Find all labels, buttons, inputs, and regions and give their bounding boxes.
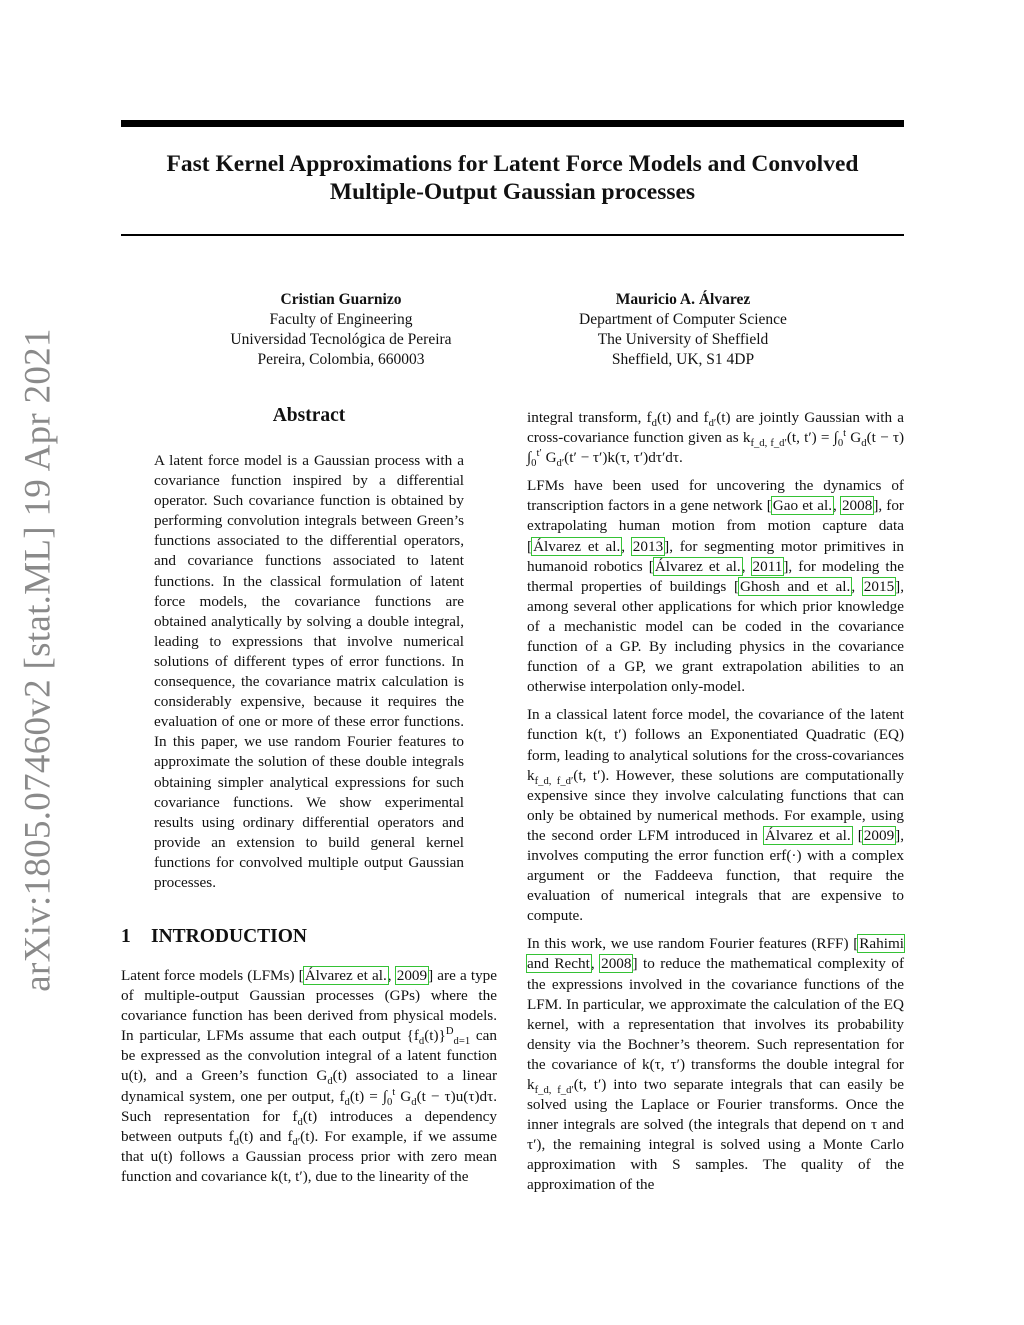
author-institution: Universidad Tecnológica de Pereira [230, 331, 452, 348]
author-name: Cristian Guarnizo [280, 291, 402, 308]
right-column-body [527, 408, 904, 1204]
title-top-rule [121, 120, 904, 127]
citation-year-link[interactable]: 2015 [863, 577, 895, 595]
intro-paragraph-1: Latent force models (LFMs) [Álvarez et al., 2009] are a type of multiple-output Gaussian processes (GPs) where the covariance function has been derived from physical models. In particular, LFMs assume that each output $\{f_d(t)\}^D_{d=1}$ can be expressed as the convolution integral of a latent function u(t), and a Green’s function $G_d(t)$ associated to a linear dynamical system, one per output, $f_d(t) = \int_0^t$ $G_d(t - \tau)u(\tau)d\tau$. Such representation for $f_d(t)$ introduces a dependency between outputs $f_d(t)$ and $f_{d'}(t)$. For example, if we assume that u(t) follows a Gaussian process prior with zero mean function and covariance k(t, t′), due to the linearity of the [121, 967, 498, 1185]
author-address: Sheffield, UK, S1 4DP [611, 351, 755, 368]
citation-link[interactable]: Gao et al. [772, 497, 833, 515]
citation-link[interactable]: Rahimi and Recht [527, 935, 904, 973]
citation-link[interactable]: Ghosh and et al. [740, 577, 851, 595]
citation-year-link[interactable]: 2008 [841, 497, 873, 515]
citation-year-link[interactable]: 2011 [752, 557, 783, 575]
section-number: 1 [121, 926, 131, 947]
paper-title-line-1: Fast Kernel Approximations for Latent Force Models and Convolved [166, 151, 859, 177]
author-department: Department of Computer Science [579, 311, 787, 328]
citation-year-link[interactable]: 2009 [396, 967, 428, 984]
abstract-text: A latent force model is a Gaussian process with a covariance function inspired by a differential operator. Such covariance function is obtained by performing convolution integrals between Green’s functions associated to the differential operators, and covariance functions associated to latent functions. In the classical formulation of latent force models, the covariance functions are obtained analytically by solving a double integral, leading to expressions that involve numerical solutions of different types of error functions. In consequence, the covariance matrix calculation is considerably expensive, because it requires the evaluation of one or more of these error functions. In this paper, we use random Fourier features to approximate the solution of these double integrals obtaining simpler analytical expressions for such covariance functions. We show experimental results using ordinary differential operators and provide an extension to build general kernel functions for convolved multiple output Gaussian processes. [154, 452, 464, 891]
right-paragraph-1: integral transform, $f_d(t)$ and $f_{d'}(t)$ are jointly Gaussian with a cross-covariance function given as $k_{f\_d, f\_d'}(t$, $t') = \int_0^t$ $G_d(t - \tau)$ $\int_0^{t'}$ $G_{d'}(t' - \tau')k(\tau$, τ′)dτ′dτ. [527, 409, 905, 470]
section-title: INTRODUCTION [151, 926, 308, 947]
author-address: Pereira, Colombia, 660003 [257, 351, 425, 368]
citation-year-link[interactable]: 2008 [601, 955, 632, 973]
author-name: Mauricio A. Álvarez [615, 291, 751, 308]
citation-link[interactable]: Álvarez et al. [304, 967, 387, 984]
section-heading-introduction [121, 926, 307, 948]
abstract-heading: Abstract [272, 405, 346, 426]
citation-link[interactable]: Álvarez et al. [764, 826, 851, 844]
citation-link[interactable]: Álvarez et al. [533, 537, 621, 555]
citation-year-link[interactable]: 2013 [632, 537, 664, 555]
author-institution: The University of Sheffield [597, 331, 769, 348]
author-block-2 [518, 290, 848, 370]
left-column-body [121, 966, 497, 1195]
paper-title [121, 150, 904, 206]
right-paragraph-2: LFMs have been used for uncovering the dynamics of transcription factors in a gene network [Gao et al., 2008], for extrapolating human motion from motion capture data [Álvarez et al., 2013], for segmenting motor primitives in humanoid robotics [Álvarez et al., 2011], for modeling the thermal properties of buildings [Ghosh and et al., 2015], among several other applications for which prior knowledge of a mechanistic model can be coded in the covariance function of a GP. By including physics in the covariance function of a GP, we grant extrapolation abilities to an otherwise interpolation only-model. [527, 477, 905, 696]
author-department: Faculty of Engineering [269, 311, 413, 328]
arxiv-sidebar-stamp: arXiv:1805.07460v2 [stat.ML] 19 Apr 2021 [17, 328, 59, 992]
title-bottom-rule [121, 234, 904, 236]
paper-title-line-2: Multiple-Output Gaussian processes [329, 179, 696, 205]
citation-link[interactable]: Álvarez et al. [654, 557, 741, 575]
author-block-1 [176, 290, 506, 370]
citation-year-link[interactable]: 2009 [863, 826, 895, 844]
right-paragraph-4: In this work, we use random Fourier features (RFF) [Rahimi and Recht, 2008] to reduce the mathematical complexity of the expressions involved in the covariance functions of the LFM. In particular, we approximate the calculation of the EQ kernel, with a representation that involves its probability density via the Bochner’s theorem. Such representation for the covariance of k(τ, τ′) transforms the double integral for $k_{f\_d, f\_d'}(t$, t′) into two separate integrals that can easily be solved using the Laplace or Fourier transforms. Once the inner integrals are solved (the integrals that depend on τ and τ′), the remaining integral is solved using a Monte Carlo approximation with S samples. The quality of the approximation of the [527, 935, 905, 1194]
right-paragraph-3: In a classical latent force model, the covariance of the latent function k(t, t′) follows an Exponentiated Quadratic (EQ) form, leading to analytical solutions for the cross-covariances $k_{f\_d, f\_d'}(t$, t′). However, these solutions are computationally expensive since they involve calculating functions that can only be obtained by numerical methods. For example, using the second order LFM introduced in Álvarez et al. [2009], involves computing the error function erf(·) with a complex argument or the Faddeeva function, that require the evaluation of numerical integrals that are expensive to compute. [527, 706, 905, 925]
